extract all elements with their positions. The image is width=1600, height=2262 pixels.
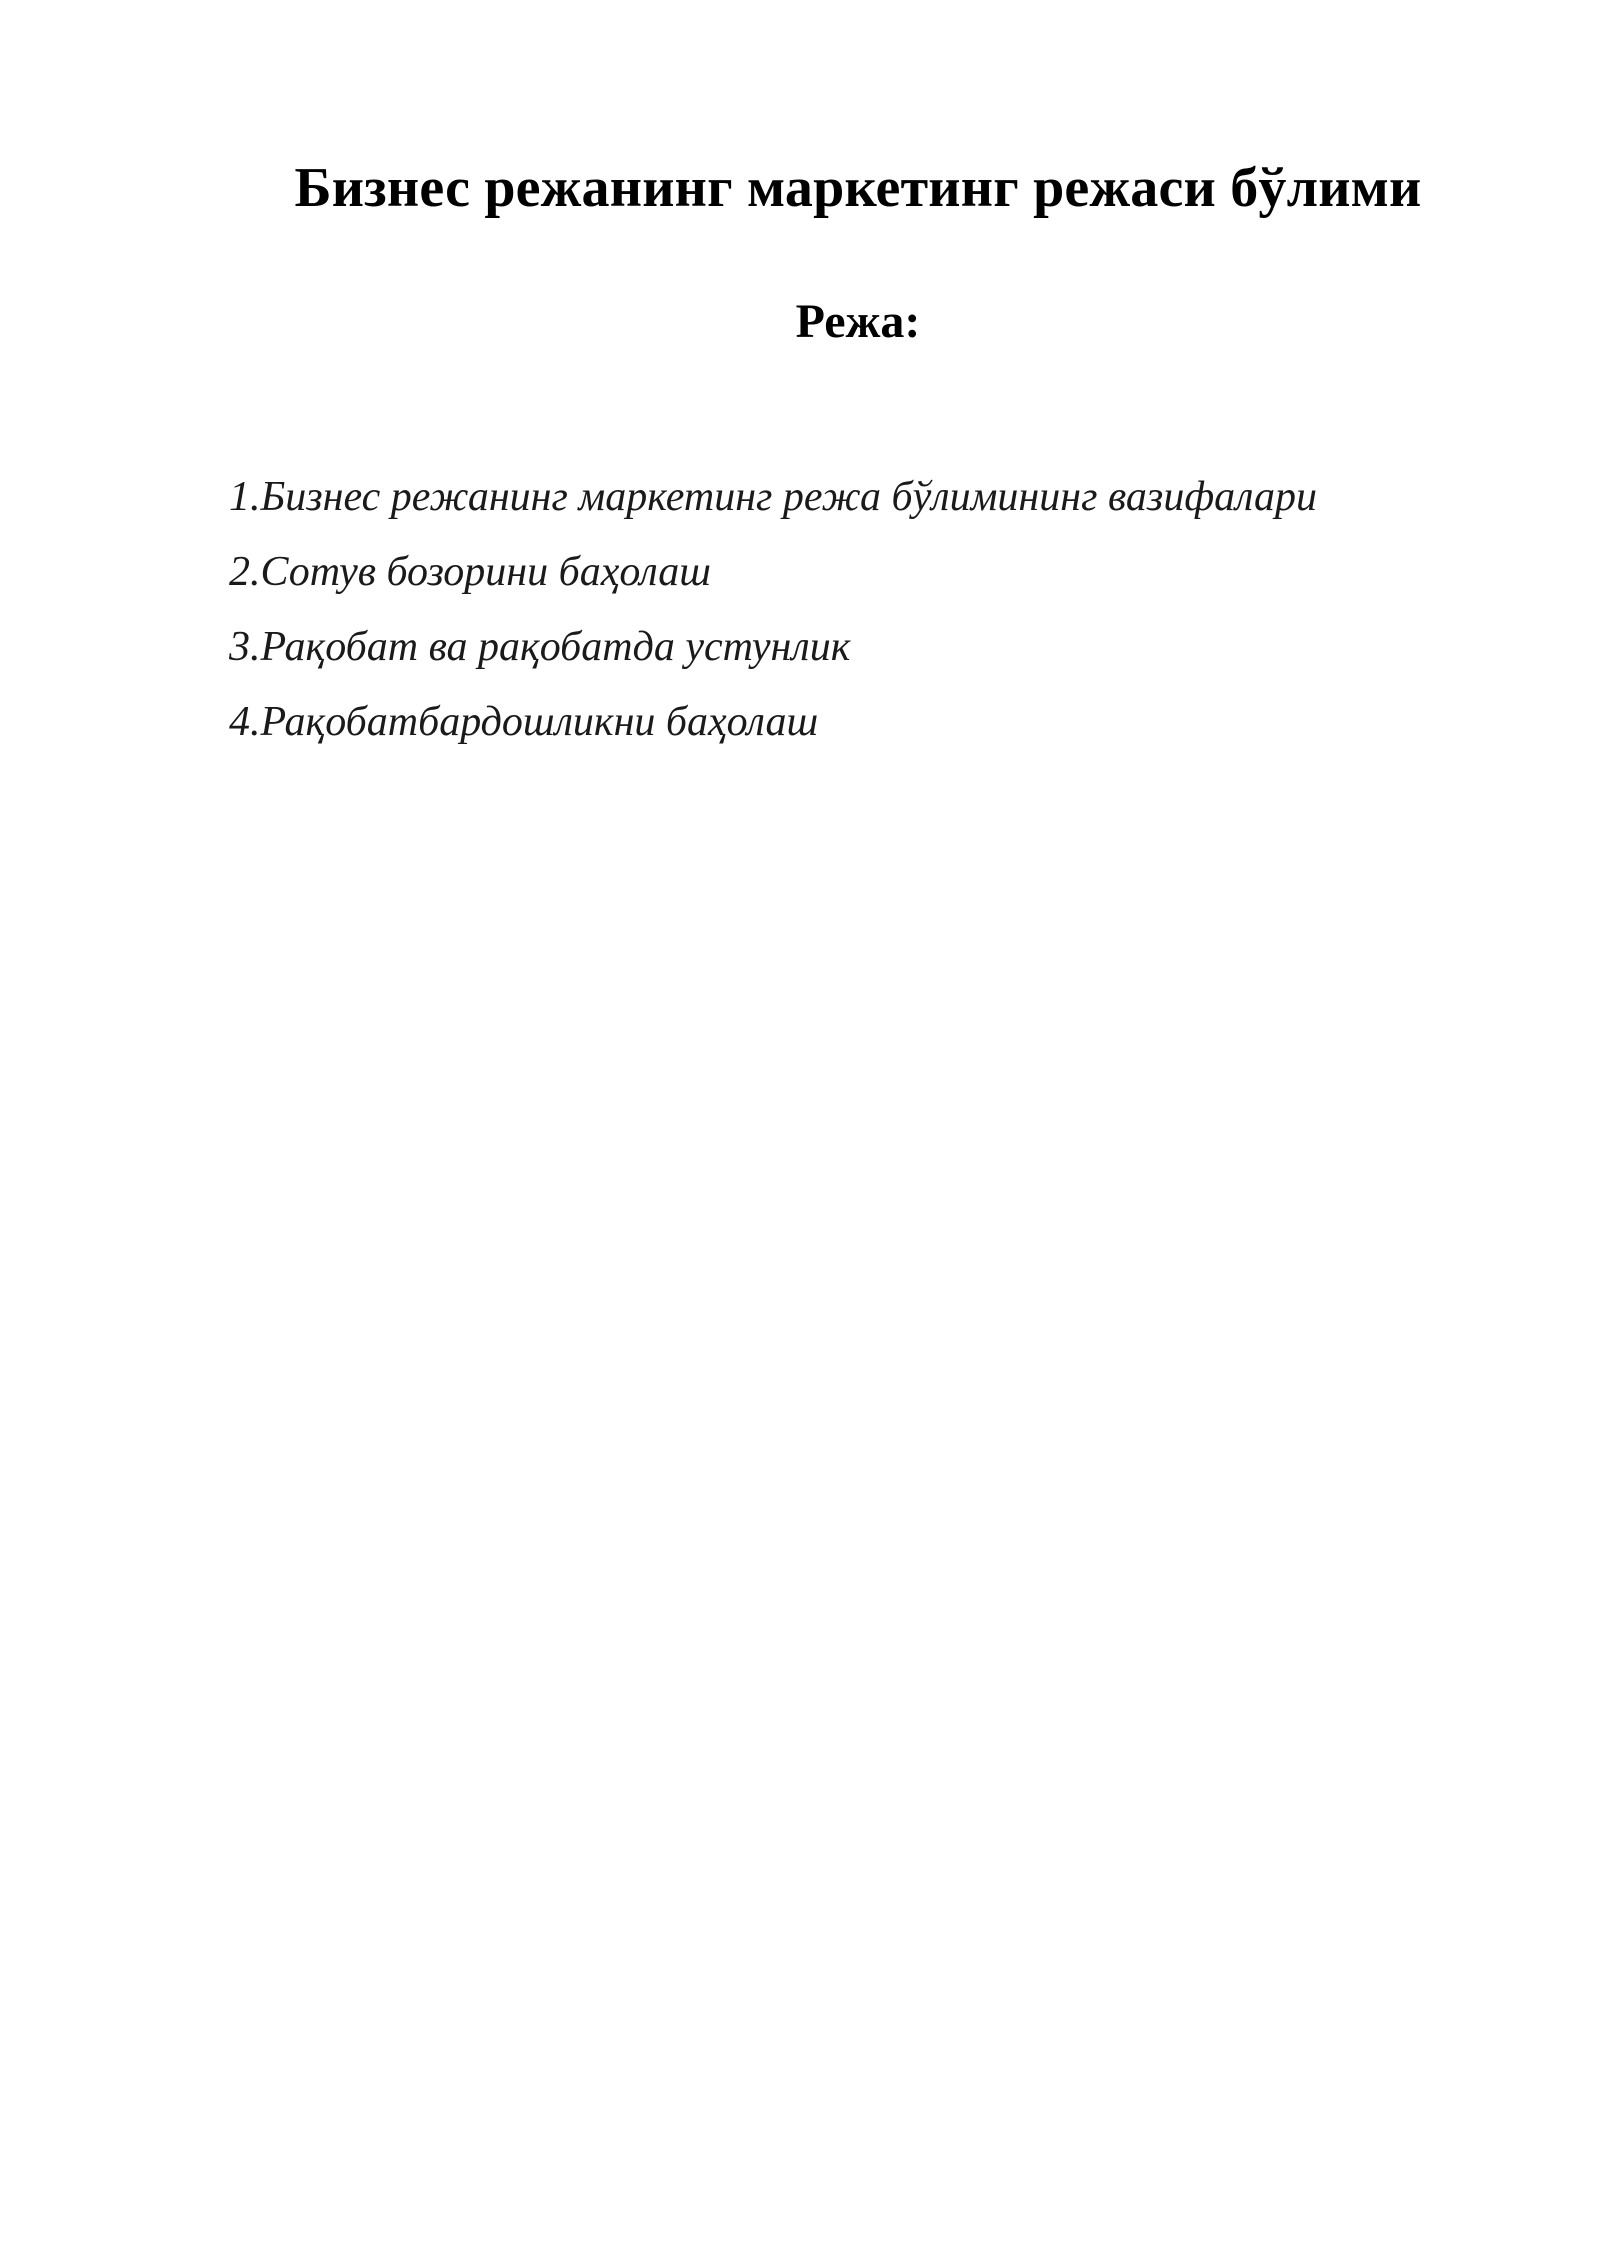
plan-item: 4.Рақобатбардошликни баҳолаш <box>229 699 819 745</box>
plan-heading: Режа: <box>795 295 921 348</box>
document-title: Бизнес режанинг маркетинг режаси бўлими <box>294 157 1422 219</box>
plan-item: 2.Сотув бозорини баҳолаш <box>229 549 711 595</box>
plan-list <box>229 460 1317 760</box>
plan-item: 1.Бизнес режанинг маркетинг режа бўлимининг вазифалари <box>229 474 1317 520</box>
plan-item: 3.Рақобат ва рақобатда устунлик <box>229 624 851 670</box>
